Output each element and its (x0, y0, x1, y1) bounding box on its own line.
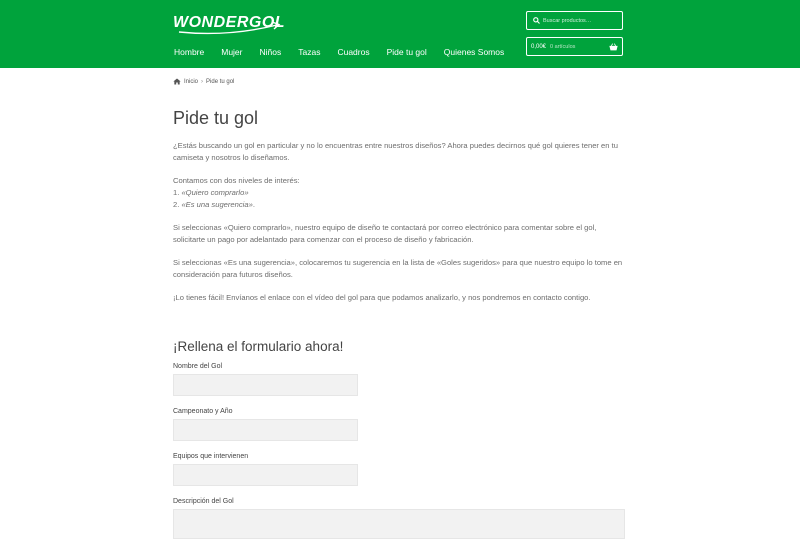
suggest-paragraph: Si seleccionas «Es una sugerencia», colocaremos tu sugerencia en la lista de «Goles sugeridos» para que nuestro equipo lo tome en consideración para futuros diseños. (173, 258, 623, 279)
easy-paragraph: ¡Lo tienes fácil! Envíanos el enlace con el vídeo del gol para que podamos analizarlo, y nos pondremos en contacto contigo. (173, 293, 591, 302)
home-icon[interactable] (173, 78, 181, 85)
search-icon (533, 17, 540, 24)
nav-ninos[interactable]: Niños (259, 47, 282, 57)
goal-name-input[interactable] (173, 374, 358, 396)
level-1: «Quiero comprarlo» (181, 188, 249, 197)
form-title: ¡Rellena el formulario ahora! (173, 339, 344, 354)
cart-item-count: 0 artículos (550, 43, 576, 50)
basket-icon (609, 43, 618, 51)
wondergol-logo[interactable] (173, 10, 285, 36)
logo-text: WONDERGOL (173, 14, 285, 31)
championship-year-label: Campeonato y Año (173, 408, 233, 415)
cart-total: 0,00€ (531, 43, 547, 50)
goal-name-label: Nombre del Gol (173, 363, 223, 370)
nav-mujer[interactable]: Mujer (221, 47, 243, 57)
page-content (173, 140, 628, 315)
nav-pide-tu-gol[interactable]: Pide tu gol (386, 47, 427, 57)
site-header (0, 0, 800, 68)
goal-description-textarea[interactable] (173, 509, 625, 539)
level-2-suffix: . (252, 200, 255, 209)
breadcrumb-current: Pide tu gol (206, 78, 235, 85)
search-input[interactable] (540, 18, 615, 24)
teams-label: Equipos que intervienen (173, 453, 249, 460)
levels-intro: Contamos con dos niveles de interés: (173, 176, 300, 185)
levels-paragraph (173, 175, 628, 211)
goal-description-label: Descripción del Gol (173, 498, 234, 505)
page-title: Pide tu gol (173, 108, 259, 128)
level-2-prefix: 2. (173, 200, 182, 209)
breadcrumb-separator: › (201, 78, 204, 85)
breadcrumb (173, 78, 234, 85)
main-nav (174, 47, 521, 57)
nav-hombre[interactable]: Hombre (174, 47, 205, 57)
buy-paragraph: Si seleccionas «Quiero comprarlo», nuestro equipo de diseño te contactará por correo electrónico para comentar sobre el gol, solicitarte un pago por adelantado para comenzar con el proceso de diseño y fabricación. (173, 223, 597, 244)
championship-year-input[interactable] (173, 419, 358, 441)
teams-input[interactable] (173, 464, 358, 486)
cart-widget[interactable] (526, 37, 623, 56)
nav-quienes-somos[interactable]: Quienes Somos (443, 47, 505, 57)
level-1-prefix: 1. (173, 188, 182, 197)
search-box[interactable] (526, 11, 623, 30)
intro-paragraph: ¿Estás buscando un gol en particular y no lo encuentras entre nuestros diseños? Ahora puedes decirnos qué gol quieres tener en tu camiseta y nosotros lo diseñamos. (173, 141, 618, 162)
breadcrumb-home-link[interactable]: Inicio (184, 78, 199, 85)
nav-tazas[interactable]: Tazas (298, 47, 321, 57)
nav-cuadros[interactable]: Cuadros (337, 47, 370, 57)
level-2: «Es una sugerencia» (181, 200, 253, 209)
